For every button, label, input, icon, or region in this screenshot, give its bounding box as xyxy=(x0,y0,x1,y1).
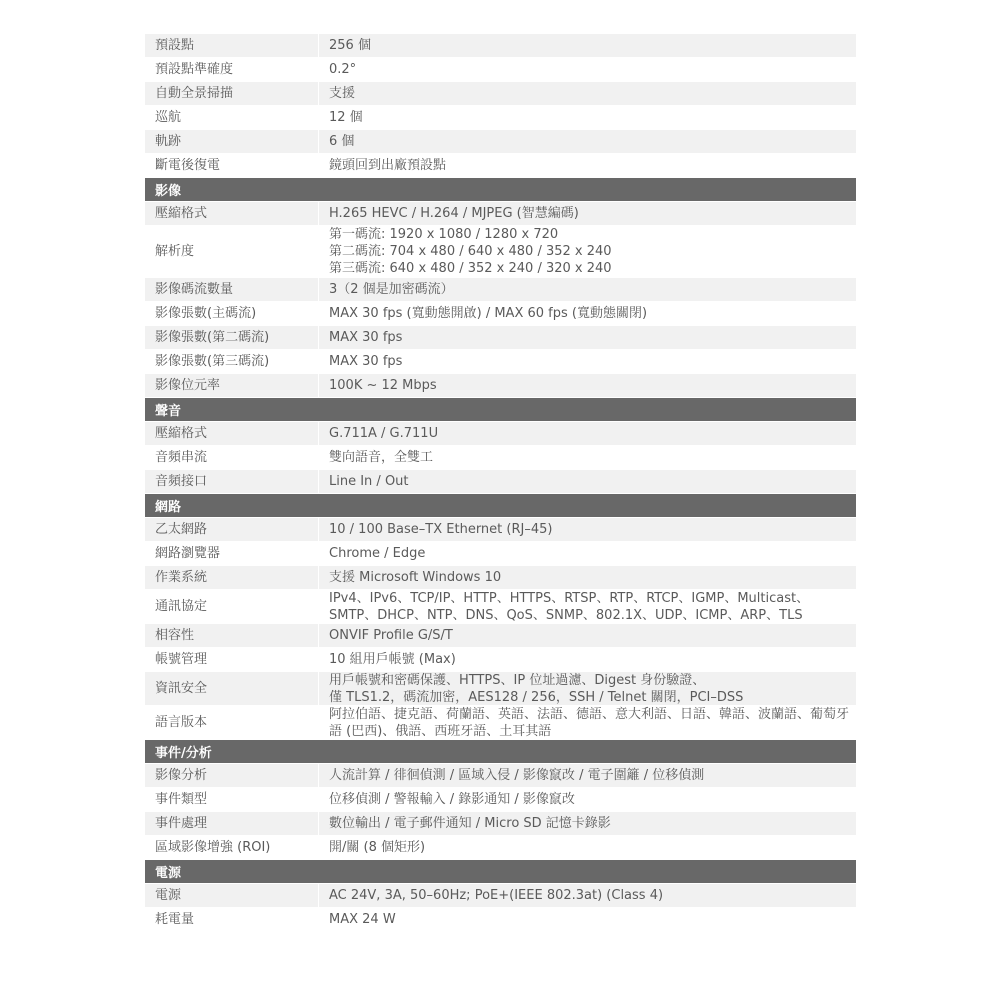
spec-value xyxy=(318,82,856,105)
spec-value xyxy=(318,836,856,859)
spec-value-text: 10 / 100 Base–TX Ethernet (RJ–45) xyxy=(329,522,553,537)
spec-value-text: Line In / Out xyxy=(329,474,409,489)
spec-row xyxy=(145,764,856,788)
spec-row xyxy=(145,648,856,672)
spec-value xyxy=(318,202,856,225)
spec-label-text: 斷電後復電 xyxy=(155,158,221,173)
spec-label-text: 乙太網路 xyxy=(155,522,208,537)
spec-label-text: 網路瀏覽器 xyxy=(155,546,221,561)
spec-table xyxy=(145,34,856,932)
spec-value xyxy=(318,706,856,739)
spec-label-text: 解析度 xyxy=(155,244,195,259)
spec-value-text: AC 24V, 3A, 50–60Hz; PoE+(IEEE 802.3at) (Class 4) xyxy=(329,888,664,903)
spec-label-text: 作業系統 xyxy=(155,570,208,585)
spec-value-text: 10 組用戶帳號 (Max) xyxy=(329,652,456,667)
spec-row xyxy=(145,590,856,624)
spec-label-text: 自動全景掃描 xyxy=(155,86,234,101)
spec-label-text: 影像碼流數量 xyxy=(155,282,234,297)
spec-value-text: H.265 HEVC / H.264 / MJPEG (智慧編碼) xyxy=(329,206,579,221)
spec-label-text: 通訊協定 xyxy=(155,599,208,614)
spec-label xyxy=(145,648,318,671)
spec-value-text: 第一碼流: 1920 x 1080 / 1280 x 720 第二碼流: 704 x 480 / 640 x 480 / 352 x 240 第三碼流: 640 x 480 / 352 x 240 / 320 x 240 xyxy=(329,227,612,276)
spec-label xyxy=(145,58,318,81)
spec-value xyxy=(318,908,856,931)
spec-label xyxy=(145,788,318,811)
spec-value xyxy=(318,648,856,671)
spec-row xyxy=(145,82,856,106)
spec-row xyxy=(145,884,856,908)
spec-value-text: 支援 Microsoft Windows 10 xyxy=(329,570,502,585)
section-header: 電源 xyxy=(145,860,856,884)
spec-label xyxy=(145,706,318,739)
spec-label-text: 壓縮格式 xyxy=(155,426,208,441)
spec-value xyxy=(318,130,856,153)
spec-label-text: 區域影像增強 (ROI) xyxy=(155,840,271,855)
spec-value-text: 人流計算 / 徘徊偵測 / 區域入侵 / 影像竄改 / 電子圍籬 / 位移偵測 xyxy=(329,768,705,783)
spec-value-text: 阿拉伯語、捷克語、荷蘭語、英語、法語、德語、意大利語、日語、韓語、波蘭語、葡萄牙 語 (巴西)、俄語、西班牙語、土耳其語 xyxy=(329,706,850,739)
spec-label xyxy=(145,672,318,705)
spec-label xyxy=(145,836,318,859)
spec-value-text: 支援 xyxy=(329,86,356,101)
spec-value xyxy=(318,884,856,907)
spec-row xyxy=(145,422,856,446)
spec-value xyxy=(318,446,856,469)
spec-value xyxy=(318,34,856,57)
spec-label xyxy=(145,34,318,57)
spec-label xyxy=(145,624,318,647)
spec-label-text: 電源 xyxy=(155,888,182,903)
spec-value xyxy=(318,542,856,565)
spec-row xyxy=(145,202,856,226)
spec-value-text: 數位輸出 / 電子郵件通知 / Micro SD 記憶卡錄影 xyxy=(329,816,611,831)
spec-row xyxy=(145,542,856,566)
spec-label xyxy=(145,566,318,589)
spec-row xyxy=(145,672,856,706)
spec-value-text: 100K ~ 12 Mbps xyxy=(329,378,437,393)
spec-label-text: 影像張數(主碼流) xyxy=(155,306,257,321)
spec-label-text: 軌跡 xyxy=(155,134,182,149)
spec-label-text: 巡航 xyxy=(155,110,182,125)
spec-value xyxy=(318,566,856,589)
section-header: 事件/分析 xyxy=(145,740,856,764)
spec-label-text: 預設點 xyxy=(155,38,195,53)
spec-label xyxy=(145,374,318,397)
spec-value xyxy=(318,226,856,277)
spec-label xyxy=(145,226,318,277)
spec-label-text: 事件類型 xyxy=(155,792,208,807)
spec-label xyxy=(145,764,318,787)
spec-value-text: 3（2 個是加密碼流） xyxy=(329,282,454,297)
spec-label xyxy=(145,590,318,623)
spec-value-text: Chrome / Edge xyxy=(329,546,426,561)
spec-label xyxy=(145,446,318,469)
spec-value xyxy=(318,326,856,349)
spec-value xyxy=(318,350,856,373)
spec-value xyxy=(318,58,856,81)
spec-value-text: MAX 24 W xyxy=(329,912,396,927)
spec-label-text: 壓縮格式 xyxy=(155,206,208,221)
spec-value-text: 用戶帳號和密碼保護、HTTPS、IP 位址過濾、Digest 身份驗證、 僅 TLS1.2，碼流加密，AES128 / 256，SSH / Telnet 關閉，PCI–DSS xyxy=(329,672,744,705)
spec-label-text: 音頻接口 xyxy=(155,474,208,489)
spec-label xyxy=(145,278,318,301)
spec-row xyxy=(145,566,856,590)
spec-label-text: 語言版本 xyxy=(155,715,208,730)
spec-label xyxy=(145,130,318,153)
spec-value xyxy=(318,302,856,325)
spec-label xyxy=(145,542,318,565)
spec-label xyxy=(145,518,318,541)
section-header: 網路 xyxy=(145,494,856,518)
spec-value xyxy=(318,518,856,541)
spec-value xyxy=(318,788,856,811)
spec-row xyxy=(145,518,856,542)
spec-row xyxy=(145,34,856,58)
spec-row xyxy=(145,624,856,648)
spec-value xyxy=(318,812,856,835)
spec-row xyxy=(145,470,856,494)
spec-row xyxy=(145,788,856,812)
spec-label xyxy=(145,326,318,349)
spec-label-text: 預設點準確度 xyxy=(155,62,234,77)
spec-value xyxy=(318,422,856,445)
spec-row xyxy=(145,58,856,82)
spec-value xyxy=(318,106,856,129)
spec-value-text: 6 個 xyxy=(329,134,355,149)
spec-value xyxy=(318,590,856,623)
spec-label-text: 影像位元率 xyxy=(155,378,221,393)
spec-value-text: ONVIF Profile G/S/T xyxy=(329,628,453,643)
spec-row xyxy=(145,908,856,932)
spec-label-text: 音頻串流 xyxy=(155,450,208,465)
spec-row xyxy=(145,154,856,178)
spec-label xyxy=(145,82,318,105)
spec-value xyxy=(318,764,856,787)
spec-row xyxy=(145,106,856,130)
spec-label-text: 影像張數(第二碼流) xyxy=(155,330,270,345)
spec-value-text: 雙向語音，全雙工 xyxy=(329,450,434,465)
spec-label xyxy=(145,812,318,835)
spec-value xyxy=(318,278,856,301)
spec-label-text: 相容性 xyxy=(155,628,195,643)
spec-value-text: 12 個 xyxy=(329,110,363,125)
spec-row xyxy=(145,226,856,278)
spec-value xyxy=(318,154,856,177)
section-header: 聲音 xyxy=(145,398,856,422)
spec-row xyxy=(145,836,856,860)
spec-label xyxy=(145,350,318,373)
spec-label xyxy=(145,422,318,445)
spec-label-text: 影像張數(第三碼流) xyxy=(155,354,270,369)
spec-label xyxy=(145,884,318,907)
section-header: 影像 xyxy=(145,178,856,202)
spec-value-text: MAX 30 fps (寬動態開啟) / MAX 60 fps (寬動態關閉) xyxy=(329,306,648,321)
spec-label-text: 資訊安全 xyxy=(155,681,208,696)
spec-value-text: IPv4、IPv6、TCP/IP、HTTP、HTTPS、RTSP、RTP、RTCP、IGMP、Multicast、 SMTP、DHCP、NTP、DNS、QoS、SNMP、802.1X、UDP、ICMP、ARP、TLS xyxy=(329,590,810,623)
spec-value-text: 鏡頭回到出廠預設點 xyxy=(329,158,447,173)
spec-label xyxy=(145,908,318,931)
spec-row xyxy=(145,706,856,740)
spec-value xyxy=(318,374,856,397)
spec-label xyxy=(145,302,318,325)
spec-label xyxy=(145,154,318,177)
spec-value-text: 256 個 xyxy=(329,38,371,53)
spec-label-text: 帳號管理 xyxy=(155,652,208,667)
spec-value-text: 位移偵測 / 警報輸入 / 錄影通知 / 影像竄改 xyxy=(329,792,575,807)
spec-row xyxy=(145,812,856,836)
spec-label xyxy=(145,202,318,225)
spec-label-text: 事件處理 xyxy=(155,816,208,831)
spec-value-text: 0.2° xyxy=(329,62,357,77)
spec-value-text: MAX 30 fps xyxy=(329,330,403,345)
spec-label xyxy=(145,470,318,493)
spec-row xyxy=(145,278,856,302)
spec-row xyxy=(145,302,856,326)
spec-row xyxy=(145,446,856,470)
spec-value xyxy=(318,470,856,493)
spec-row xyxy=(145,350,856,374)
spec-label-text: 耗電量 xyxy=(155,912,195,927)
spec-value-text: 開/關 (8 個矩形) xyxy=(329,840,426,855)
spec-value xyxy=(318,624,856,647)
spec-value xyxy=(318,672,856,705)
spec-row xyxy=(145,326,856,350)
spec-label xyxy=(145,106,318,129)
spec-value-text: G.711A / G.711U xyxy=(329,426,439,441)
spec-row xyxy=(145,374,856,398)
spec-value-text: MAX 30 fps xyxy=(329,354,403,369)
spec-label-text: 影像分析 xyxy=(155,768,208,783)
spec-row xyxy=(145,130,856,154)
